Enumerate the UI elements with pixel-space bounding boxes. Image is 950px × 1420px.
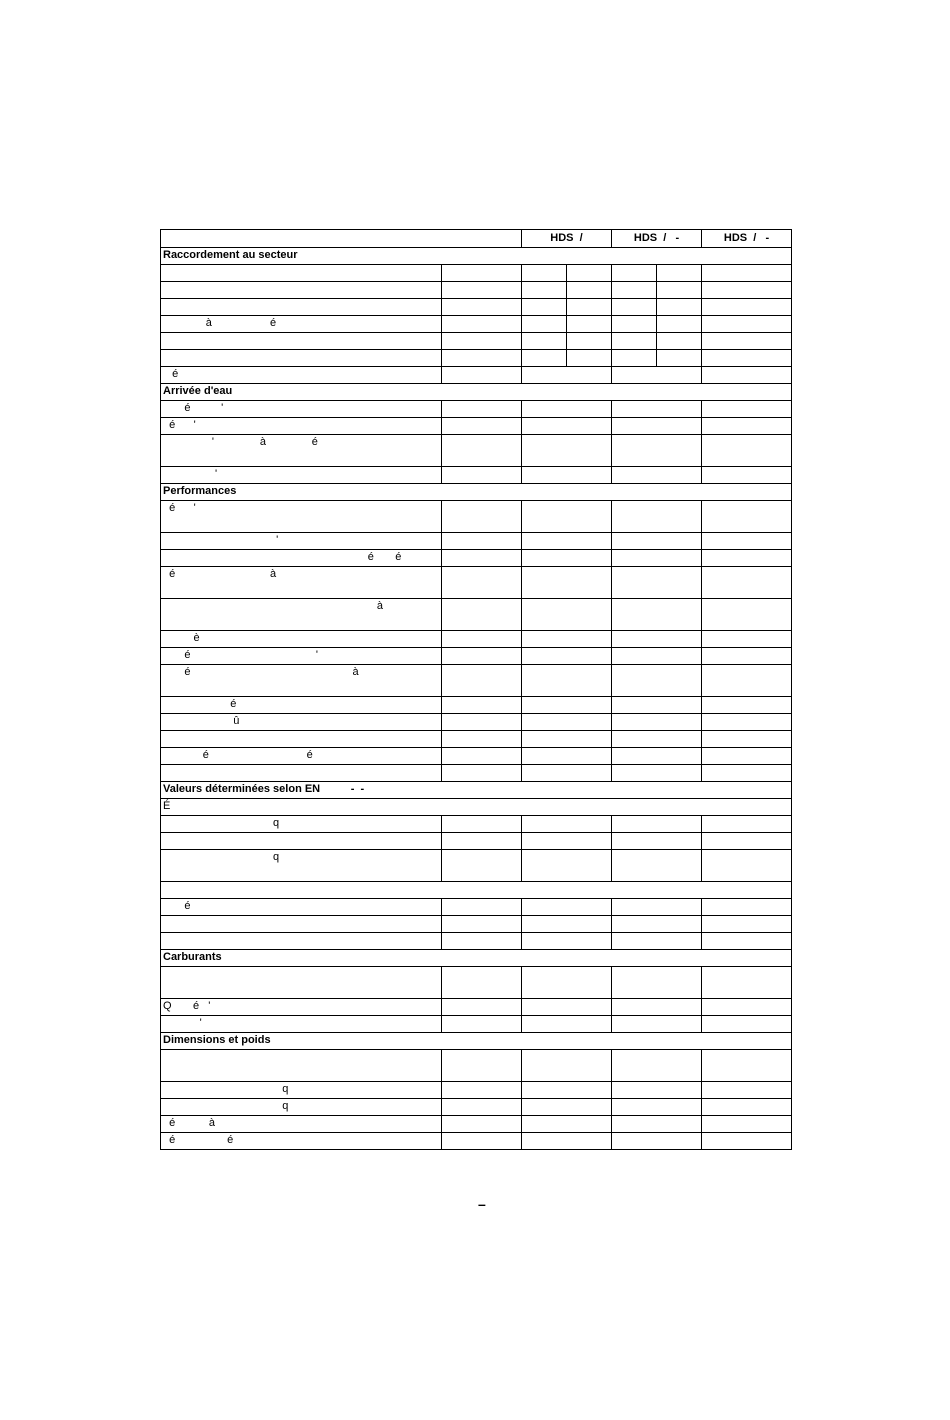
row-label: ': [161, 533, 442, 550]
table-row: [161, 316, 792, 333]
row-label: [161, 265, 442, 282]
table-row: [161, 367, 792, 384]
row-label: é ': [161, 501, 442, 533]
row-label: [161, 333, 442, 350]
table-row: [161, 697, 792, 714]
row-label: é: [161, 899, 442, 916]
table-row: [161, 665, 792, 697]
model-header-1: HDS /: [522, 230, 612, 248]
table-row: [161, 533, 792, 550]
row-label: [161, 1050, 442, 1082]
row-label: [161, 350, 442, 367]
table-row: [161, 265, 792, 282]
table-row: [161, 435, 792, 467]
table-row: [161, 899, 792, 916]
table-row: [161, 567, 792, 599]
table-row: [161, 816, 792, 833]
table-row: [161, 550, 792, 567]
row-label: é ': [161, 648, 442, 665]
section-row: [161, 248, 792, 265]
subsection-row: [161, 882, 792, 899]
row-label: é ': [161, 418, 442, 435]
section-title: Performances: [161, 484, 792, 501]
row-label: é é: [161, 748, 442, 765]
section-row: [161, 950, 792, 967]
table-row: [161, 999, 792, 1016]
spec-table: [160, 229, 792, 1150]
section-title: Dimensions et poids: [161, 1033, 792, 1050]
table-row: [161, 1082, 792, 1099]
row-label: ': [161, 467, 442, 484]
table-row: [161, 933, 792, 950]
row-label: à: [161, 599, 442, 631]
row-label: [161, 282, 442, 299]
row-label: û: [161, 714, 442, 731]
section-row: [161, 384, 792, 401]
table-row: [161, 1116, 792, 1133]
table-row: [161, 967, 792, 999]
row-label: [161, 765, 442, 782]
table-row: [161, 916, 792, 933]
table-row: [161, 350, 792, 367]
row-label: [161, 967, 442, 999]
table-row: [161, 599, 792, 631]
row-label: é à: [161, 1116, 442, 1133]
section-title: Arrivée d'eau: [161, 384, 792, 401]
table-row: [161, 1050, 792, 1082]
row-label: [161, 833, 442, 850]
table-row: [161, 467, 792, 484]
table-row: [161, 401, 792, 418]
row-label: é é: [161, 550, 442, 567]
subsection-row: [161, 799, 792, 816]
row-label: é é: [161, 1133, 442, 1150]
page-number-mark: –: [478, 1196, 486, 1212]
table-row: [161, 765, 792, 782]
section-row: [161, 484, 792, 501]
row-label: q: [161, 1082, 442, 1099]
table-row: [161, 418, 792, 435]
row-label: q: [161, 816, 442, 833]
section-row: [161, 782, 792, 799]
row-label: ' à é: [161, 435, 442, 467]
section-title: Raccordement au secteur: [161, 248, 792, 265]
table-row: [161, 1133, 792, 1150]
row-label: é: [161, 697, 442, 714]
table-row: [161, 1016, 792, 1033]
table-row: [161, 299, 792, 316]
section-row: [161, 1033, 792, 1050]
table-row: [161, 748, 792, 765]
model-header-3: HDS / -: [702, 230, 792, 248]
table-header-row: [161, 230, 792, 248]
header-blank: [161, 230, 522, 248]
row-label: é à: [161, 567, 442, 599]
row-label: é: [161, 367, 442, 384]
table-row: [161, 1099, 792, 1116]
row-label: é à: [161, 665, 442, 697]
section-title: Valeurs déterminées selon EN - -: [161, 782, 792, 799]
row-label: q: [161, 1099, 442, 1116]
row-label: Q é ': [161, 999, 442, 1016]
row-label: ': [161, 1016, 442, 1033]
subsection-title: [161, 882, 792, 899]
subsection-title: É: [161, 799, 792, 816]
table-row: [161, 714, 792, 731]
row-label: [161, 933, 442, 950]
row-label: à é: [161, 316, 442, 333]
model-header-2: HDS / -: [612, 230, 702, 248]
row-label: é ': [161, 401, 442, 418]
row-label: q: [161, 850, 442, 882]
table-row: [161, 731, 792, 748]
row-label: è: [161, 631, 442, 648]
row-label: [161, 299, 442, 316]
table-row: [161, 648, 792, 665]
table-row: [161, 501, 792, 533]
table-row: [161, 631, 792, 648]
table-row: [161, 833, 792, 850]
table-row: [161, 333, 792, 350]
row-label: [161, 916, 442, 933]
table-row: [161, 850, 792, 882]
row-label: [161, 731, 442, 748]
section-title: Carburants: [161, 950, 792, 967]
table-row: [161, 282, 792, 299]
